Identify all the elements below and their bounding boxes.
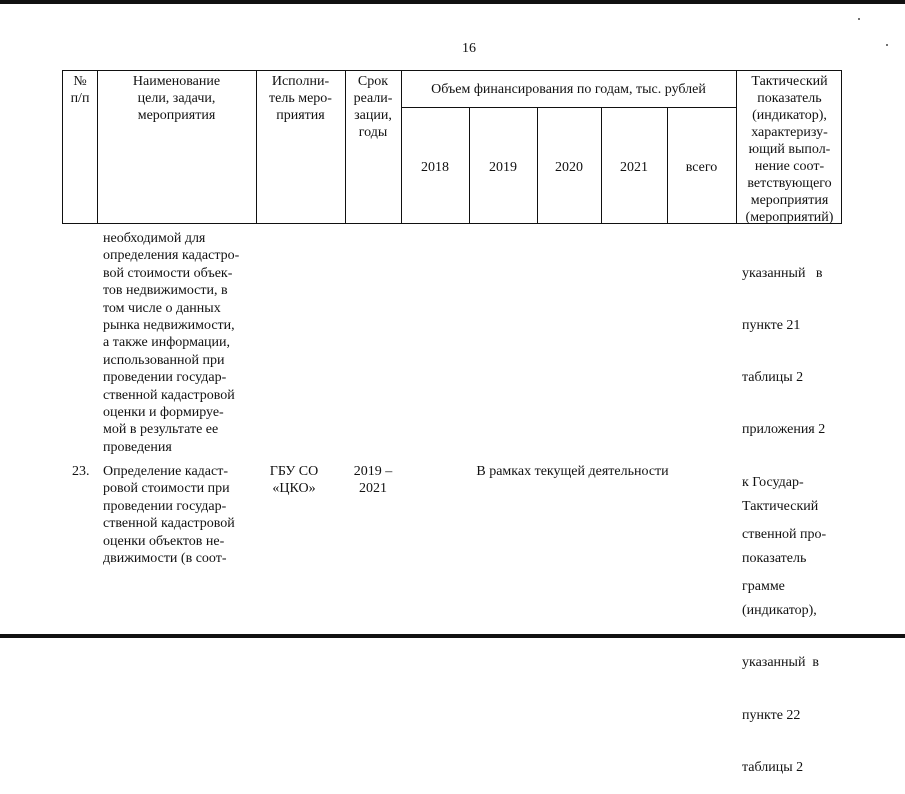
row-23-indicator: Тактический показатель (индикатор), указанный в пункте 22 таблицы 2 — [742, 498, 820, 775]
header-year-2020: 2020 — [555, 160, 583, 175]
row-23-name: Определение кадаст- ровой стоимости при проведении государ- ственной кадастровой оценки объектов не- движимости (в соот- — [103, 464, 235, 567]
header-name: Наименование цели, задачи, мероприятия — [132, 74, 221, 123]
row-23-funding: В рамках текущей деятельности — [476, 464, 669, 479]
row-23-term: 2019 – 2021 — [353, 464, 393, 497]
header-executor: Исполни- тель меро- приятия — [269, 74, 332, 123]
header-year-2018: 2018 — [421, 160, 449, 175]
top-border-rule — [0, 0, 905, 4]
continued-row-indicator: указанный в пункте 21 таблицы 2 приложения 2 к Государ- ственной про- грамме — [742, 265, 827, 595]
scan-speck — [886, 44, 888, 46]
scan-speck — [858, 18, 860, 20]
header-term: Срок реали- зации, годы — [353, 74, 393, 140]
continued-row-name: необходимой для определения кадастро- вой стоимости объек- тов недвижимости, в том числе о данных рынка недвижимости, а также информации, использованной при проведении государ- ственной кадастровой оценки и формируе- мой в результате ее проведения — [103, 231, 240, 455]
table-header — [62, 70, 842, 224]
row-23-executor: ГБУ СО «ЦКО» — [269, 464, 319, 497]
header-year-2019: 2019 — [489, 160, 517, 175]
funding-header-divider — [401, 107, 736, 108]
row-23-number: 23. — [72, 464, 90, 479]
header-indicator: Тактический показатель (индикатор), характеризу- ющий выпол- нение соот- ветствующего мероприятия (мероприятий) — [745, 74, 834, 225]
header-year-2021: 2021 — [620, 160, 648, 175]
header-total: всего — [685, 160, 718, 175]
header-number: № п/п — [70, 74, 90, 106]
page-number: 16 — [462, 41, 476, 56]
header-funding: Объем финансирования по годам, тыс. рублей — [431, 82, 706, 97]
